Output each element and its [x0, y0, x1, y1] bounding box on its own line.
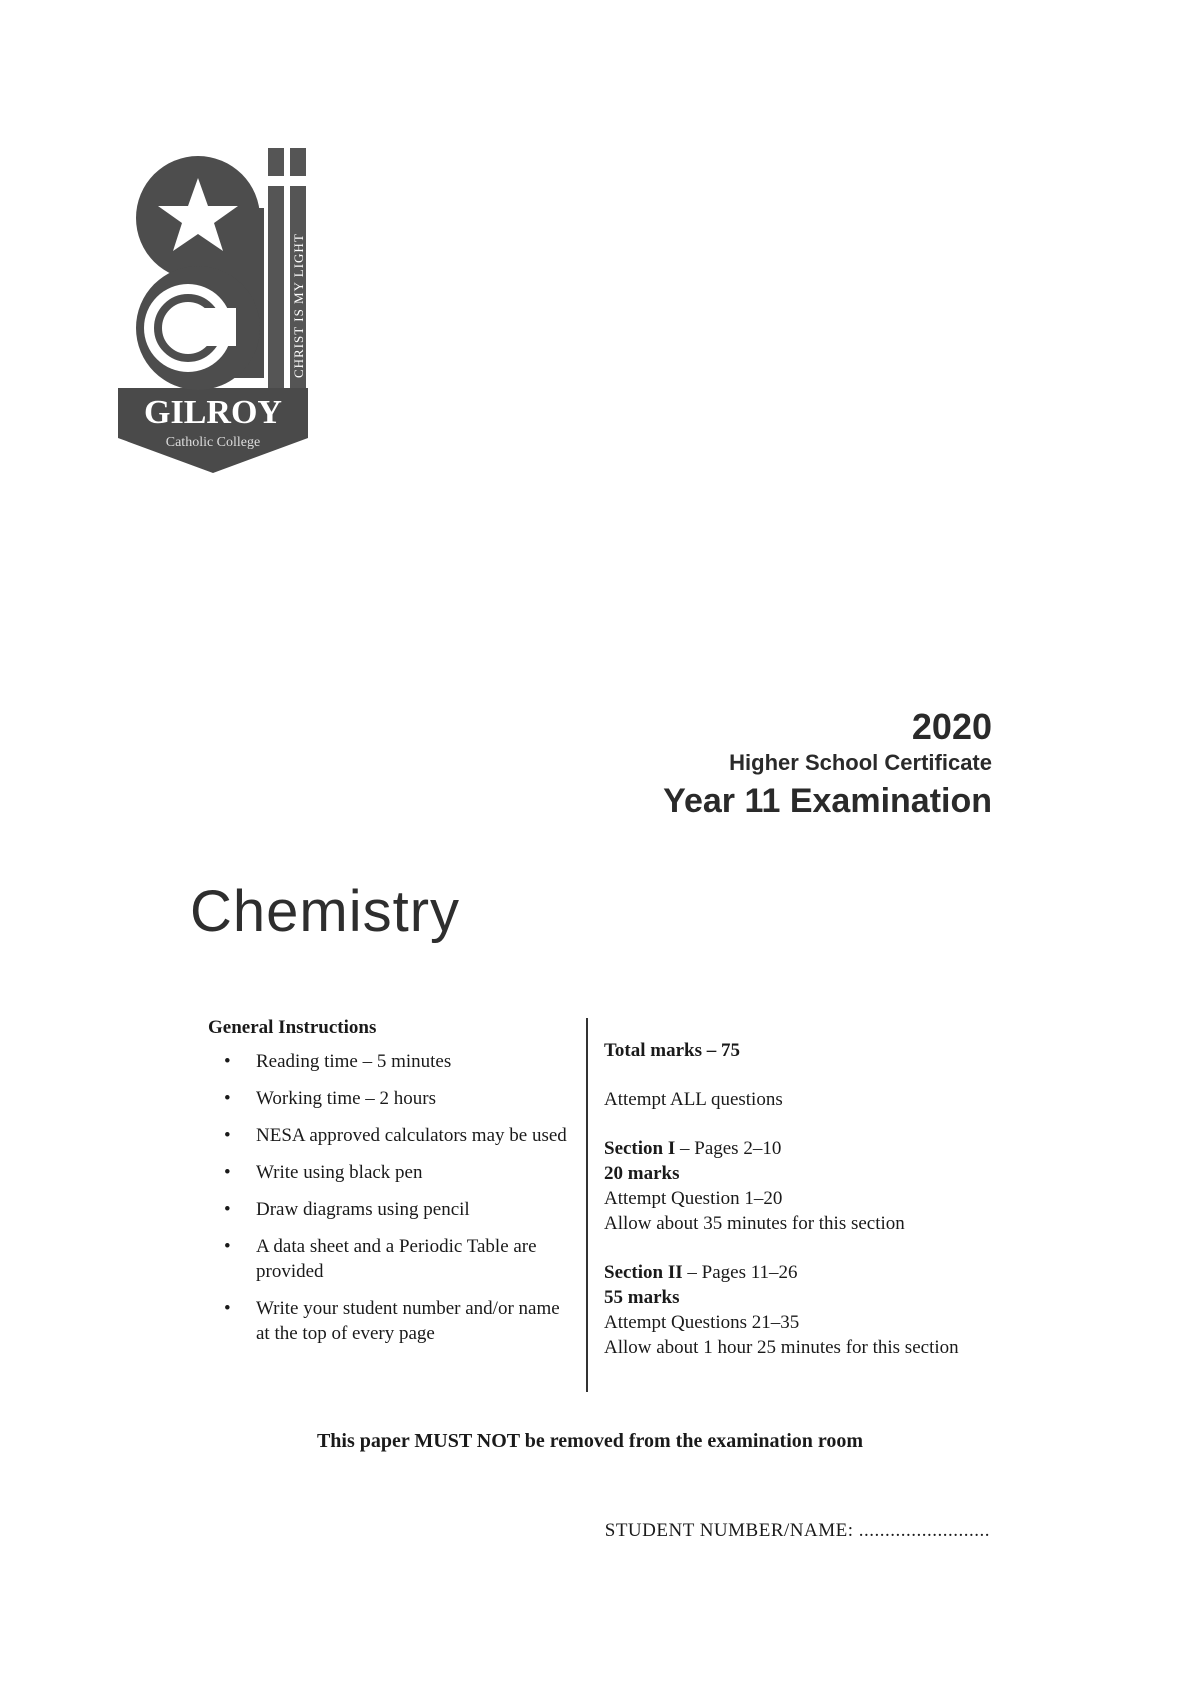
bullet-icon: • [224, 1236, 231, 1257]
section-two [604, 1260, 1034, 1360]
section-one-time: Allow about 35 minutes for this section [604, 1213, 905, 1234]
bullet-icon: • [224, 1051, 231, 1072]
section-one [604, 1136, 1034, 1236]
section-two-title: Section II [604, 1262, 683, 1283]
list-item: • Draw diagrams using pencil [224, 1199, 470, 1220]
column-divider [586, 1018, 588, 1392]
general-instructions [208, 1017, 578, 1358]
school-crest-star-icon [118, 148, 348, 508]
list-item: • A data sheet and a Periodic Table are provided [224, 1236, 537, 1282]
certificate-title: Higher School Certificate [729, 750, 992, 775]
section-two-pages: – Pages 11–26 [682, 1262, 798, 1283]
instructions-heading: General Instructions [208, 1017, 377, 1038]
bullet-icon: • [224, 1088, 231, 1109]
bullet-icon: • [224, 1125, 231, 1146]
attempt-all: Attempt ALL questions [604, 1089, 783, 1110]
svg-text:CHRIST IS MY LIGHT: CHRIST IS MY LIGHT [291, 233, 306, 378]
section-two-attempt: Attempt Questions 21–35 [604, 1312, 800, 1333]
section-two-time: Allow about 1 hour 25 minutes for this section [604, 1337, 959, 1358]
subject-title: Chemistry [190, 879, 461, 944]
section-two-marks: 55 marks [604, 1287, 680, 1308]
student-number-field: STUDENT NUMBER/NAME: ......................... [604, 1520, 990, 1541]
removal-warning: This paper MUST NOT be removed from the examination room [316, 1430, 864, 1452]
list-item: • Reading time – 5 minutes [224, 1051, 452, 1072]
exam-header [663, 706, 992, 824]
svg-text:GILROY: GILROY [144, 394, 282, 431]
list-item: • Write your student number and/or name at the top of every page [224, 1298, 560, 1344]
exam-summary [604, 1038, 1034, 1384]
bullet-icon: • [224, 1298, 231, 1319]
svg-text:Catholic College: Catholic College [165, 435, 261, 450]
total-marks: Total marks – 75 [604, 1040, 741, 1061]
list-item: • Write using black pen [224, 1162, 423, 1183]
list-item: • Working time – 2 hours [224, 1088, 437, 1109]
section-one-pages: – Pages 2–10 [675, 1138, 782, 1159]
instructions-list [208, 1049, 578, 1346]
section-one-marks: 20 marks [604, 1163, 680, 1184]
section-one-title: Section I [604, 1138, 676, 1159]
exam-year: 2020 [911, 706, 992, 747]
school-logo [118, 148, 348, 508]
bullet-icon: • [224, 1199, 231, 1220]
section-one-attempt: Attempt Question 1–20 [604, 1188, 783, 1209]
exam-title: Year 11 Examination [663, 782, 992, 820]
list-item: • NESA approved calculators may be used [224, 1125, 567, 1146]
bullet-icon: • [224, 1162, 231, 1183]
